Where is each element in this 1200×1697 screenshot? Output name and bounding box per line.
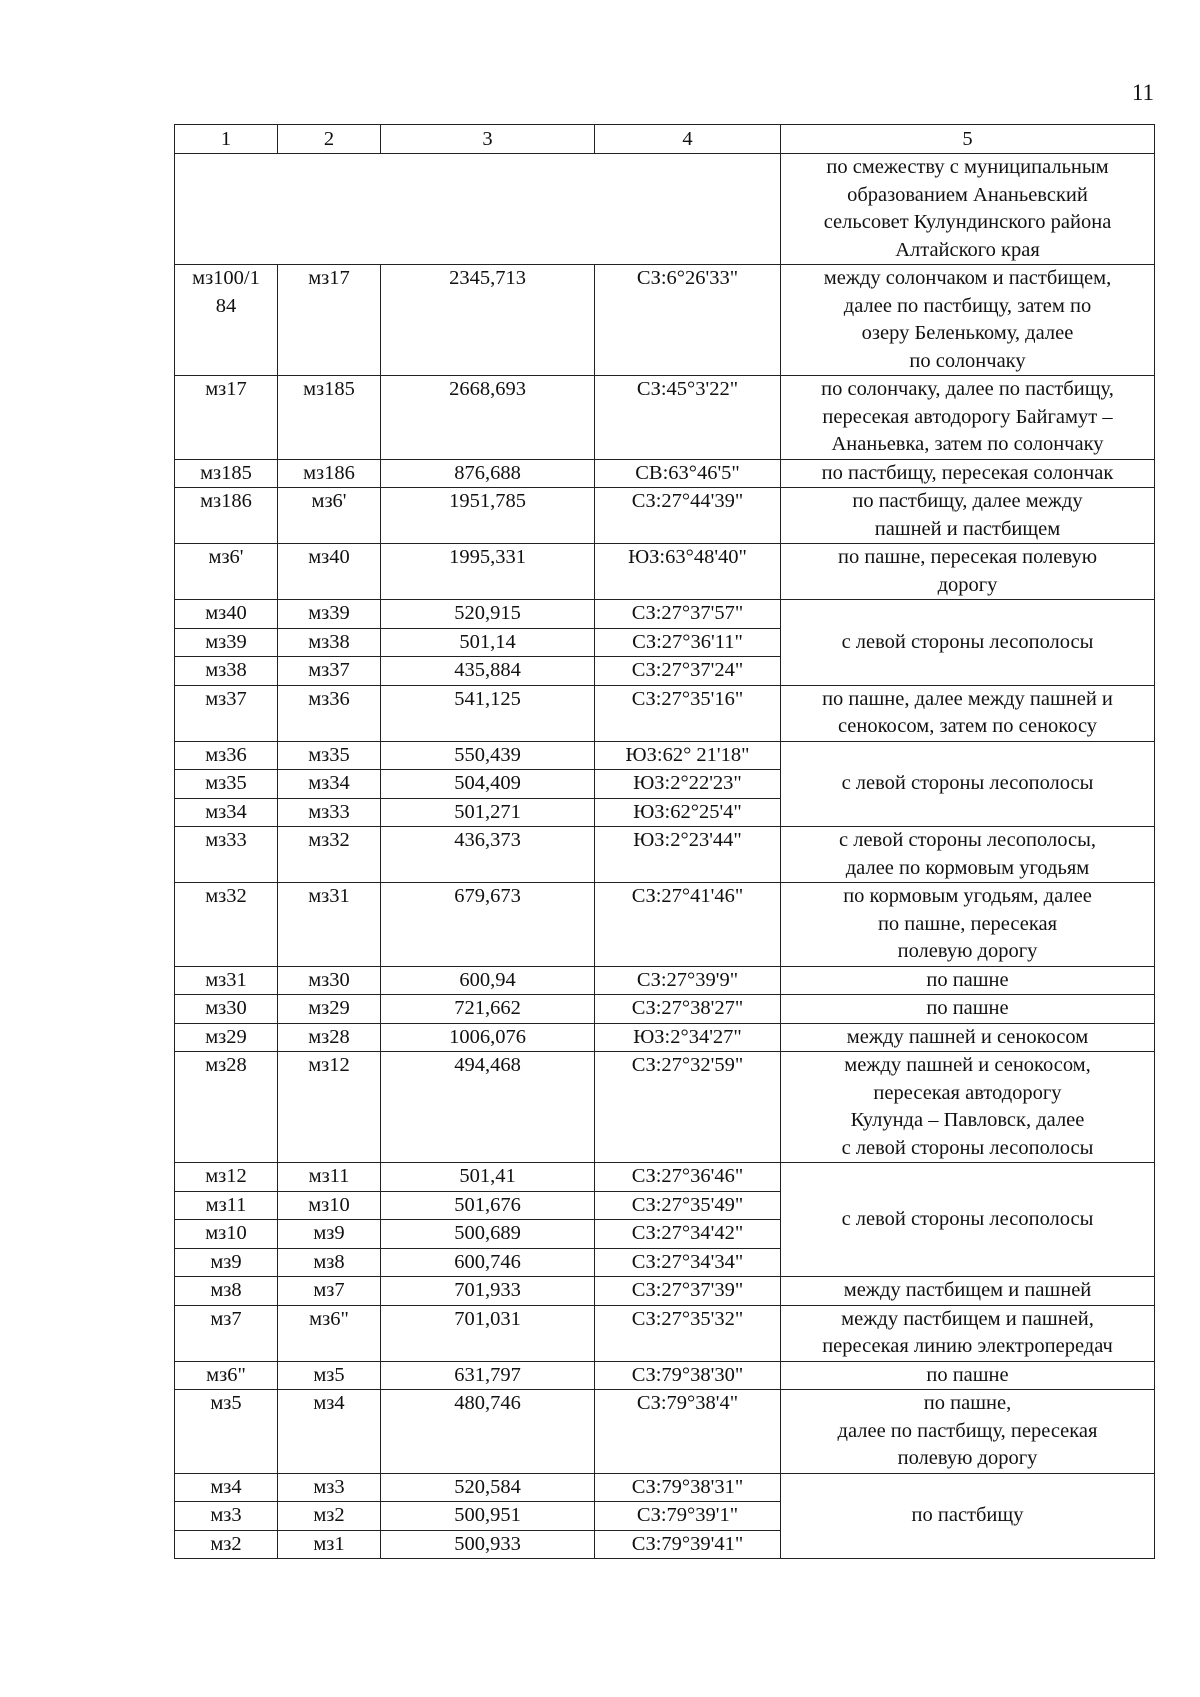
description-line: с левой стороны лесополосы bbox=[841, 772, 1094, 794]
from-point-line: мз28 bbox=[205, 1054, 247, 1076]
bearing-cell: ЮЗ:2°23'44" bbox=[595, 827, 781, 883]
description-line: далее по пастбищу, пересекая bbox=[837, 1419, 1098, 1442]
from-point-line: мз10 bbox=[205, 1222, 247, 1244]
bearing-cell: СЗ:79°38'30" bbox=[595, 1361, 781, 1390]
from-point-line: мз2 bbox=[210, 1532, 242, 1555]
from-point-cell bbox=[175, 966, 278, 995]
description-cell bbox=[781, 265, 1155, 376]
length-cell: 701,933 bbox=[381, 1277, 595, 1306]
header-row bbox=[175, 125, 1155, 154]
description-line: по солончаку bbox=[909, 349, 1026, 372]
intro-description bbox=[781, 154, 1155, 265]
bearing-cell: ЮЗ:62° 21'18" bbox=[595, 741, 781, 770]
length-cell: 876,688 bbox=[381, 459, 595, 488]
bearing-cell: СЗ:27°44'39" bbox=[595, 488, 781, 544]
from-point-cell bbox=[175, 1163, 278, 1192]
bearing-cell: СЗ:45°3'22" bbox=[595, 376, 781, 460]
to-point-cell: мз39 bbox=[278, 600, 381, 629]
from-point-line: мз6" bbox=[206, 1363, 246, 1386]
description-line: по пашне, пересекая полевую bbox=[837, 546, 1098, 568]
from-point-line: мз8 bbox=[210, 1279, 242, 1301]
from-point-cell bbox=[175, 376, 278, 460]
to-point-cell: мз30 bbox=[278, 966, 381, 995]
bearing-cell: ЮЗ:63°48'40" bbox=[595, 544, 781, 600]
table-row bbox=[175, 741, 1155, 770]
description-line: далее по пастбищу, затем по bbox=[843, 294, 1092, 317]
bearing-cell: СЗ:27°37'57" bbox=[595, 600, 781, 629]
boundary-table-body bbox=[175, 125, 1155, 1559]
description-line: озеру Беленькому, далее bbox=[861, 322, 1074, 344]
bearing-cell: СВ:63°46'5" bbox=[595, 459, 781, 488]
description-line: с левой стороны лесополосы bbox=[841, 1136, 1094, 1159]
header-cell-2: 2 bbox=[278, 125, 381, 154]
table-row bbox=[175, 685, 1155, 741]
from-point-cell bbox=[175, 628, 278, 657]
length-cell: 541,125 bbox=[381, 685, 595, 741]
from-point-line: мз31 bbox=[205, 968, 247, 991]
from-point-line: 84 bbox=[215, 294, 237, 317]
from-point-cell bbox=[175, 544, 278, 600]
to-point-cell: мз28 bbox=[278, 1023, 381, 1052]
length-cell: 501,676 bbox=[381, 1191, 595, 1220]
bearing-cell: СЗ:27°39'9" bbox=[595, 966, 781, 995]
table-row bbox=[175, 1023, 1155, 1052]
bearing-cell: СЗ:27°36'46" bbox=[595, 1163, 781, 1192]
description-line: по пашне bbox=[926, 968, 1009, 991]
from-point-line: мз3 bbox=[210, 1504, 242, 1526]
from-point-cell bbox=[175, 1361, 278, 1390]
to-point-cell: мз33 bbox=[278, 798, 381, 827]
table-row bbox=[175, 459, 1155, 488]
length-cell: 2345,713 bbox=[381, 265, 595, 376]
description-line: дорогу bbox=[937, 573, 998, 596]
description-line: Кулунда – Павловск, далее bbox=[850, 1109, 1085, 1131]
description-line: сенокосом, затем по сенокосу bbox=[837, 715, 1098, 737]
to-point-cell: мз36 bbox=[278, 685, 381, 741]
from-point-cell bbox=[175, 459, 278, 488]
description-line: Ананьевка, затем по солончаку bbox=[831, 433, 1104, 455]
length-cell: 520,915 bbox=[381, 600, 595, 629]
intro-line: сельсовет Кулундинского района bbox=[823, 211, 1112, 233]
length-cell: 480,746 bbox=[381, 1390, 595, 1474]
length-cell: 435,884 bbox=[381, 657, 595, 686]
to-point-cell: мз4 bbox=[278, 1390, 381, 1474]
to-point-cell: мз40 bbox=[278, 544, 381, 600]
from-point-line: мз37 bbox=[205, 687, 247, 710]
length-cell: 500,933 bbox=[381, 1530, 595, 1559]
from-point-cell bbox=[175, 488, 278, 544]
description-cell bbox=[781, 827, 1155, 883]
from-point-line: мз38 bbox=[205, 659, 247, 681]
bearing-cell: СЗ:27°35'49" bbox=[595, 1191, 781, 1220]
table-row bbox=[175, 544, 1155, 600]
to-point-cell: мз38 bbox=[278, 628, 381, 657]
intro-empty-cell bbox=[175, 154, 781, 265]
from-point-cell bbox=[175, 1305, 278, 1361]
length-cell: 701,031 bbox=[381, 1305, 595, 1361]
length-cell: 504,409 bbox=[381, 770, 595, 799]
length-cell: 501,271 bbox=[381, 798, 595, 827]
from-point-cell bbox=[175, 798, 278, 827]
from-point-cell bbox=[175, 741, 278, 770]
to-point-cell: мз9 bbox=[278, 1220, 381, 1249]
description-line: по пастбищу, далее между bbox=[852, 490, 1083, 512]
page-number: 11 bbox=[1131, 80, 1154, 105]
table-row bbox=[175, 1390, 1155, 1474]
from-point-cell bbox=[175, 1530, 278, 1559]
header-cell-5: 5 bbox=[781, 125, 1155, 154]
description-cell bbox=[781, 1390, 1155, 1474]
from-point-cell bbox=[175, 657, 278, 686]
intro-line: по смежеству с муниципальным bbox=[826, 156, 1109, 178]
description-cell bbox=[781, 1023, 1155, 1052]
description-line: пересекая линию электропередач bbox=[822, 1335, 1113, 1357]
to-point-cell: мз1 bbox=[278, 1530, 381, 1559]
bearing-cell: СЗ:27°36'11" bbox=[595, 628, 781, 657]
table-row bbox=[175, 488, 1155, 544]
from-point-cell bbox=[175, 1191, 278, 1220]
from-point-line: мз185 bbox=[200, 461, 252, 484]
from-point-line: мз9 bbox=[210, 1250, 242, 1273]
bearing-cell: СЗ:27°34'34" bbox=[595, 1248, 781, 1277]
from-point-cell bbox=[175, 265, 278, 376]
from-point-cell bbox=[175, 770, 278, 799]
bearing-cell: СЗ:27°38'27" bbox=[595, 995, 781, 1024]
table-row bbox=[175, 883, 1155, 967]
length-cell: 550,439 bbox=[381, 741, 595, 770]
description-line: с левой стороны лесополосы bbox=[841, 630, 1094, 653]
length-cell: 600,94 bbox=[381, 966, 595, 995]
to-point-cell: мз17 bbox=[278, 265, 381, 376]
to-point-cell: мз2 bbox=[278, 1502, 381, 1531]
from-point-line: мз17 bbox=[205, 378, 247, 400]
description-cell bbox=[781, 1052, 1155, 1163]
description-line: полевую дорогу bbox=[897, 940, 1038, 962]
from-point-line: мз39 bbox=[205, 630, 247, 653]
from-point-cell bbox=[175, 1248, 278, 1277]
length-cell: 500,951 bbox=[381, 1502, 595, 1531]
to-point-cell: мз5 bbox=[278, 1361, 381, 1390]
to-point-cell: мз11 bbox=[278, 1163, 381, 1192]
description-line: пересекая автодорогу bbox=[873, 1081, 1062, 1104]
bearing-cell: СЗ:27°37'24" bbox=[595, 657, 781, 686]
description-cell bbox=[781, 883, 1155, 967]
from-point-cell bbox=[175, 600, 278, 629]
to-point-cell: мз29 bbox=[278, 995, 381, 1024]
to-point-cell: мз186 bbox=[278, 459, 381, 488]
bearing-cell: СЗ:79°39'41" bbox=[595, 1530, 781, 1559]
bearing-cell: СЗ:6°26'33" bbox=[595, 265, 781, 376]
to-point-cell: мз7 bbox=[278, 1277, 381, 1306]
description-line: по кормовым угодьям, далее bbox=[843, 885, 1092, 907]
description-cell bbox=[781, 1163, 1155, 1277]
description-line: между солончаком и пастбищем, bbox=[823, 267, 1112, 289]
from-point-cell bbox=[175, 1023, 278, 1052]
intro-line: образованием Ананьевский bbox=[847, 183, 1088, 206]
from-point-cell bbox=[175, 883, 278, 967]
description-cell bbox=[781, 741, 1155, 827]
table-row bbox=[175, 1361, 1155, 1390]
bearing-cell: ЮЗ:62°25'4" bbox=[595, 798, 781, 827]
description-cell bbox=[781, 1305, 1155, 1361]
description-line: по солончаку, далее по пастбищу, bbox=[821, 378, 1114, 400]
from-point-line: мз11 bbox=[205, 1193, 247, 1216]
length-cell: 600,746 bbox=[381, 1248, 595, 1277]
bearing-cell: СЗ:27°35'16" bbox=[595, 685, 781, 741]
from-point-cell bbox=[175, 1390, 278, 1474]
table-row bbox=[175, 1305, 1155, 1361]
description-line: с левой стороны лесополосы bbox=[841, 1207, 1094, 1230]
description-line: между пашней и сенокосом bbox=[846, 1025, 1089, 1048]
table-row bbox=[175, 1052, 1155, 1163]
from-point-line: мз29 bbox=[205, 1025, 247, 1048]
description-line: между пастбищем и пашней bbox=[843, 1279, 1092, 1301]
to-point-cell: мз3 bbox=[278, 1473, 381, 1502]
bearing-cell: СЗ:79°39'1" bbox=[595, 1502, 781, 1531]
to-point-cell: мз34 bbox=[278, 770, 381, 799]
description-cell bbox=[781, 685, 1155, 741]
intro-line: Алтайского края bbox=[895, 238, 1040, 261]
to-point-cell: мз37 bbox=[278, 657, 381, 686]
description-cell bbox=[781, 1277, 1155, 1306]
length-cell: 631,797 bbox=[381, 1361, 595, 1390]
to-point-cell: мз185 bbox=[278, 376, 381, 460]
to-point-cell: мз12 bbox=[278, 1052, 381, 1163]
description-line: далее по кормовым угодьям bbox=[845, 856, 1090, 879]
length-cell: 2668,693 bbox=[381, 376, 595, 460]
length-cell: 501,14 bbox=[381, 628, 595, 657]
description-line: по пастбищу, пересекая солончак bbox=[821, 461, 1114, 484]
from-point-cell bbox=[175, 1473, 278, 1502]
length-cell: 1951,785 bbox=[381, 488, 595, 544]
table-row bbox=[175, 265, 1155, 376]
to-point-cell: мз10 bbox=[278, 1191, 381, 1220]
description-line: по пашне, bbox=[923, 1392, 1012, 1414]
description-cell bbox=[781, 376, 1155, 460]
from-point-cell bbox=[175, 995, 278, 1024]
table-row bbox=[175, 1163, 1155, 1192]
length-cell: 520,584 bbox=[381, 1473, 595, 1502]
length-cell: 500,689 bbox=[381, 1220, 595, 1249]
from-point-line: мз7 bbox=[210, 1307, 242, 1330]
bearing-cell: СЗ:27°34'42" bbox=[595, 1220, 781, 1249]
from-point-cell bbox=[175, 1502, 278, 1531]
from-point-line: мз30 bbox=[205, 997, 247, 1019]
bearing-cell: СЗ:27°32'59" bbox=[595, 1052, 781, 1163]
from-point-cell bbox=[175, 827, 278, 883]
from-point-cell bbox=[175, 685, 278, 741]
from-point-line: мз186 bbox=[200, 490, 252, 512]
to-point-cell: мз32 bbox=[278, 827, 381, 883]
description-cell bbox=[781, 600, 1155, 686]
length-cell: 721,662 bbox=[381, 995, 595, 1024]
to-point-cell: мз35 bbox=[278, 741, 381, 770]
table-row bbox=[175, 1277, 1155, 1306]
bearing-cell: ЮЗ:2°22'23" bbox=[595, 770, 781, 799]
description-line: по пашне bbox=[926, 997, 1009, 1019]
from-point-line: мз33 bbox=[205, 829, 247, 851]
bearing-cell: ЮЗ:2°34'27" bbox=[595, 1023, 781, 1052]
from-point-line: мз5 bbox=[210, 1392, 242, 1414]
length-cell: 1995,331 bbox=[381, 544, 595, 600]
bearing-cell: СЗ:27°41'46" bbox=[595, 883, 781, 967]
description-line: пашней и пастбищем bbox=[874, 517, 1061, 540]
table-row bbox=[175, 376, 1155, 460]
description-line: полевую дорогу bbox=[897, 1447, 1038, 1469]
table-row bbox=[175, 1473, 1155, 1502]
to-point-cell: мз6' bbox=[278, 488, 381, 544]
from-point-line: мз12 bbox=[205, 1165, 247, 1187]
bearing-cell: СЗ:79°38'4" bbox=[595, 1390, 781, 1474]
to-point-cell: мз6" bbox=[278, 1305, 381, 1361]
to-point-cell: мз31 bbox=[278, 883, 381, 967]
length-cell: 679,673 bbox=[381, 883, 595, 967]
description-line: по пашне bbox=[926, 1363, 1009, 1386]
from-point-line: мз34 bbox=[205, 800, 247, 823]
intro-row bbox=[175, 154, 1155, 265]
description-line: между пашней и сенокосом, bbox=[844, 1054, 1091, 1076]
from-point-cell bbox=[175, 1277, 278, 1306]
table-row bbox=[175, 966, 1155, 995]
from-point-line: мз100/1 bbox=[192, 267, 260, 289]
description-line: по пастбищу bbox=[911, 1504, 1024, 1526]
from-point-cell bbox=[175, 1052, 278, 1163]
description-cell bbox=[781, 1473, 1155, 1559]
description-cell bbox=[781, 1361, 1155, 1390]
from-point-line: мз36 bbox=[205, 743, 247, 766]
length-cell: 494,468 bbox=[381, 1052, 595, 1163]
description-cell bbox=[781, 966, 1155, 995]
from-point-line: мз6' bbox=[208, 546, 244, 568]
from-point-line: мз35 bbox=[205, 772, 247, 794]
header-cell-3: 3 bbox=[381, 125, 595, 154]
bearing-cell: СЗ:27°37'39" bbox=[595, 1277, 781, 1306]
description-cell bbox=[781, 544, 1155, 600]
description-line: между пастбищем и пашней, bbox=[841, 1307, 1094, 1330]
description-line: по пашне, пересекая bbox=[877, 912, 1058, 935]
to-point-cell: мз8 bbox=[278, 1248, 381, 1277]
description-line: с левой стороны лесополосы, bbox=[839, 829, 1096, 851]
bearing-cell: СЗ:79°38'31" bbox=[595, 1473, 781, 1502]
table-row bbox=[175, 600, 1155, 629]
header-cell-1: 1 bbox=[175, 125, 278, 154]
length-cell: 501,41 bbox=[381, 1163, 595, 1192]
table-row bbox=[175, 995, 1155, 1024]
length-cell: 436,373 bbox=[381, 827, 595, 883]
header-cell-4: 4 bbox=[595, 125, 781, 154]
description-cell bbox=[781, 995, 1155, 1024]
from-point-line: мз32 bbox=[205, 885, 247, 907]
description-cell bbox=[781, 459, 1155, 488]
from-point-cell bbox=[175, 1220, 278, 1249]
table-row bbox=[175, 827, 1155, 883]
length-cell: 1006,076 bbox=[381, 1023, 595, 1052]
description-line: пересекая автодорогу Байгамут – bbox=[822, 405, 1113, 428]
description-cell bbox=[781, 488, 1155, 544]
description-line: по пашне, далее между пашней и bbox=[822, 687, 1113, 710]
from-point-line: мз4 bbox=[210, 1475, 242, 1498]
boundary-table bbox=[174, 124, 1155, 1559]
bearing-cell: СЗ:27°35'32" bbox=[595, 1305, 781, 1361]
from-point-line: мз40 bbox=[205, 602, 247, 624]
